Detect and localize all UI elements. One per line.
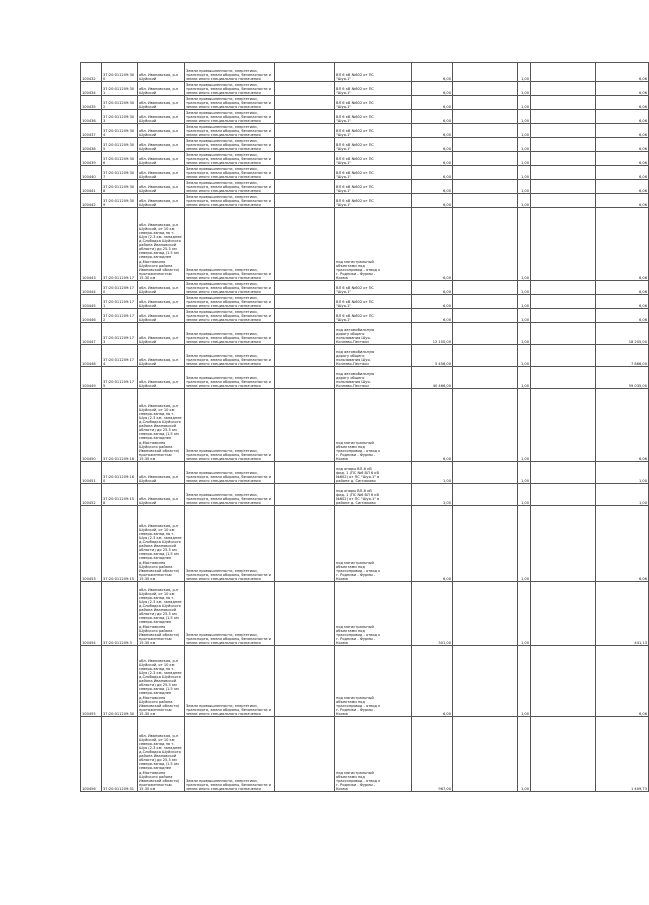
sum-cell: 6,06 xyxy=(596,152,649,166)
cadastral-number-cell: 37:20:011209:174 xyxy=(102,345,138,367)
rate-cell: 1,00 xyxy=(518,309,531,323)
empty-cell xyxy=(531,180,596,194)
permitted-use-cell: ВЛ 6 кВ №602 от ПС "Шуя-1" xyxy=(335,82,412,96)
empty-cell xyxy=(453,194,518,208)
sum-cell: 6,06 xyxy=(596,110,649,124)
land-category-cell: Земли промышленности, энергетики, транспорта, земли обороны, безопасности и земли иного специального назначения xyxy=(185,180,275,194)
record-id-cell: 100435 xyxy=(81,96,102,110)
empty-cell xyxy=(531,323,596,345)
empty-cell xyxy=(531,484,596,506)
table-row xyxy=(81,180,649,194)
sum-cell: 6,06 xyxy=(596,82,649,96)
record-id-cell: 100442 xyxy=(81,194,102,208)
land-category-cell: Земли промышленности, энергетики, транспорта, земли обороны, безопасности и земли иного специального назначения xyxy=(185,367,275,389)
land-category-cell: Земли промышленности, энергетики, транспорта, земли обороны, безопасности и земли иного специального назначения xyxy=(185,295,275,309)
permitted-use-cell: ВЛ 6 кВ №602 от ПС "Шуя-1" xyxy=(335,295,412,309)
land-category-cell: Земли промышленности, энергетики, транспорта, земли обороны, безопасности и земли иного специального назначения xyxy=(185,96,275,110)
empty-cell xyxy=(531,717,596,792)
empty-cell xyxy=(275,309,335,323)
record-id-cell: 100446 xyxy=(81,309,102,323)
empty-cell xyxy=(531,345,596,367)
empty-cell xyxy=(275,462,335,484)
area-cell: 1,00 xyxy=(412,462,453,484)
table-row xyxy=(81,506,649,582)
sum-cell: 6,06 xyxy=(596,138,649,152)
empty-cell xyxy=(453,309,518,323)
address-cell: обл. Ивановская, р-н Шуйский xyxy=(138,166,185,180)
area-cell: 40 466,00 xyxy=(412,367,453,389)
empty-cell xyxy=(453,462,518,484)
record-id-cell: 100432 xyxy=(81,63,102,82)
record-id-cell: 100449 xyxy=(81,367,102,389)
area-cell: 6,00 xyxy=(412,96,453,110)
sum-cell: 6,06 xyxy=(596,309,649,323)
address-cell: обл. Ивановская, р-н Шуйский xyxy=(138,138,185,152)
empty-cell xyxy=(453,367,518,389)
empty-cell xyxy=(453,208,518,281)
sum-cell: 6,06 xyxy=(596,389,649,462)
record-id-cell: 100451 xyxy=(81,462,102,484)
land-category-cell: Земли промышленности, энергетики, транспорта, земли обороны, безопасности и земли иного специального назначения xyxy=(185,506,275,582)
permitted-use-cell: под магистральный объектами под трассопровод - отвод к г. Родники - Фурмы - Кохма xyxy=(335,208,412,281)
rate-cell: 1,00 xyxy=(518,646,531,717)
sum-cell: 6,06 xyxy=(596,63,649,82)
rate-cell: 1,00 xyxy=(518,367,531,389)
empty-cell xyxy=(453,582,518,646)
empty-cell xyxy=(531,138,596,152)
land-category-cell: Земли промышленности, энергетики, транспорта, земли обороны, безопасности и земли иного специального назначения xyxy=(185,110,275,124)
rate-cell: 1,00 xyxy=(518,281,531,295)
land-category-cell: Земли промышленности, энергетики, транспорта, земли обороны, безопасности и земли иного специального назначения xyxy=(185,166,275,180)
rate-cell: 1,00 xyxy=(518,582,531,646)
empty-cell xyxy=(275,506,335,582)
sum-cell: 1 409,73 xyxy=(596,717,649,792)
area-cell: 6,00 xyxy=(412,166,453,180)
sum-cell: 6,06 xyxy=(596,506,649,582)
table-row xyxy=(81,367,649,389)
record-id-cell: 100455 xyxy=(81,646,102,717)
land-category-cell: Земли промышленности, энергетики, транспорта, земли обороны, безопасности и земли иного специального назначения xyxy=(185,345,275,367)
table-row xyxy=(81,124,649,138)
area-cell: 6,00 xyxy=(412,208,453,281)
record-id-cell: 100453 xyxy=(81,506,102,582)
record-id-cell: 100445 xyxy=(81,295,102,309)
cadastral-number-cell: 37:20:011209:173 xyxy=(102,323,138,345)
address-cell: обл. Ивановская, р-н Шуйский xyxy=(138,323,185,345)
record-id-cell: 100450 xyxy=(81,389,102,462)
empty-cell xyxy=(275,63,335,82)
empty-cell xyxy=(275,717,335,792)
area-cell: 301,00 xyxy=(412,582,453,646)
land-category-cell: Земли промышленности, энергетики, транспорта, земли обороны, безопасности и земли иного специального назначения xyxy=(185,323,275,345)
area-cell: 12 150,00 xyxy=(412,323,453,345)
table-row xyxy=(81,194,649,208)
table-row xyxy=(81,208,649,281)
sum-cell: 1,00 xyxy=(596,462,649,484)
land-category-cell: Земли промышленности, энергетики, транспорта, земли обороны, безопасности и земли иного специального назначения xyxy=(185,484,275,506)
land-category-cell: Земли промышленности, энергетики, транспорта, земли обороны, безопасности и земли иного специального назначения xyxy=(185,152,275,166)
rate-cell: 1,00 xyxy=(518,717,531,792)
permitted-use-cell: под магистральный объектами под трассопровод - отвод к г. Родники - Фурмы - Кохма xyxy=(335,717,412,792)
area-cell: 6,00 xyxy=(412,180,453,194)
rate-cell: 1,00 xyxy=(518,345,531,367)
land-category-cell: Земли промышленности, энергетики, транспорта, земли обороны, безопасности и земли иного специального назначения xyxy=(185,63,275,82)
address-cell: обл. Ивановская, р-н Шуйский xyxy=(138,110,185,124)
cadastral-number-cell: 37:20:011209:15 xyxy=(102,506,138,582)
address-cell: обл. Ивановская, р-н Шуйский, от 10 км северо-запад на т. Шуя (2.3 км. западнее д.Слободка Шуйского района Ивановской области) до 25.3 км северо-запад (1.5 км северо-западнее д.Мостовкино Шуйского района Ивановской области) протяженностью 15.30 км xyxy=(138,646,185,717)
empty-cell xyxy=(275,646,335,717)
empty-cell xyxy=(531,152,596,166)
permitted-use-cell: ВЛ 6 кВ №602 от ПС "Шуя-1" xyxy=(335,124,412,138)
empty-cell xyxy=(453,646,518,717)
empty-cell xyxy=(275,110,335,124)
cadastral-number-cell: 37:20:011209:160 xyxy=(102,462,138,484)
permitted-use-cell: под автомобильную дорогу общего пользования Шуя- Кочнево-Пестяки xyxy=(335,345,412,367)
table-row xyxy=(81,484,649,506)
permitted-use-cell: ВЛ 6 кВ №602 от ПС "Шуя-1" xyxy=(335,110,412,124)
land-category-cell: Земли промышленности, энергетики, транспорта, земли обороны, безопасности и земли иного специального назначения xyxy=(185,194,275,208)
address-cell: обл. Ивановская, р-н Шуйский xyxy=(138,309,185,323)
empty-cell xyxy=(453,166,518,180)
cadastral-number-cell: 37:20:011209:31 xyxy=(102,717,138,792)
table-row xyxy=(81,166,649,180)
permitted-use-cell: под магистральный объектами под трассопровод - отвод к г. Родники - Фурмы - Кохма xyxy=(335,389,412,462)
address-cell: обл. Ивановская, р-н Шуйский xyxy=(138,462,185,484)
land-category-cell: Земли промышленности, энергетики, транспорта, земли обороны, безопасности и земли иного специального назначения xyxy=(185,309,275,323)
permitted-use-cell: ВЛ 6 кВ №602 от ПС "Шуя-1" xyxy=(335,152,412,166)
table-row xyxy=(81,582,649,646)
empty-cell xyxy=(453,152,518,166)
permitted-use-cell: ВЛ 6 кВ №602 от ПС "Шуя-1" xyxy=(335,96,412,110)
area-cell: 6,00 xyxy=(412,110,453,124)
area-cell: 967,00 xyxy=(412,717,453,792)
empty-cell xyxy=(453,63,518,82)
record-id-cell: 100439 xyxy=(81,152,102,166)
table-row xyxy=(81,82,649,96)
empty-cell xyxy=(453,295,518,309)
address-cell: обл. Ивановская, р-н Шуйский xyxy=(138,82,185,96)
sum-cell: 6,06 xyxy=(596,96,649,110)
empty-cell xyxy=(531,389,596,462)
empty-cell xyxy=(531,124,596,138)
empty-cell xyxy=(531,166,596,180)
address-cell: обл. Ивановская, р-н Шуйский xyxy=(138,281,185,295)
cadastral-number-cell: 37:20:011209:170 xyxy=(102,281,138,295)
record-id-cell: 100444 xyxy=(81,281,102,295)
rate-cell: 1,00 xyxy=(518,194,531,208)
land-category-cell: Земли промышленности, энергетики, транспорта, земли обороны, безопасности и земли иного специального назначения xyxy=(185,281,275,295)
area-cell: 6,00 xyxy=(412,124,453,138)
address-cell: обл. Ивановская, р-н Шуйский, от 10 км северо-запад на т. Шуя (2.3 км. западнее д.Слободка Шуйского района Ивановской области) до 25.3 км северо-запад (1.5 км северо-западнее д.Мостовкино Шуйского района Ивановской области) протяженностью 15.30 км xyxy=(138,717,185,792)
sum-cell: 6,06 xyxy=(596,646,649,717)
permitted-use-cell: ВЛ 6 кВ №602 от ПС "Шуя-1" xyxy=(335,281,412,295)
address-cell: обл. Ивановская, р-н Шуйский xyxy=(138,152,185,166)
empty-cell xyxy=(531,367,596,389)
permitted-use-cell: ВЛ 6 кВ №602 от ПС "Шуя-1" xyxy=(335,309,412,323)
permitted-use-cell: ВЛ 6 кВ №602 от ПС "Шуя-1" xyxy=(335,166,412,180)
empty-cell xyxy=(531,281,596,295)
empty-cell xyxy=(275,194,335,208)
empty-cell xyxy=(453,345,518,367)
record-id-cell: 100456 xyxy=(81,717,102,792)
sum-cell: 6,06 xyxy=(596,180,649,194)
permitted-use-cell: ВЛ 6 кВ №602 от ПС "Шуя-1" xyxy=(335,194,412,208)
area-cell: 6,00 xyxy=(412,194,453,208)
permitted-use-cell: ВЛ 6 кВ №602 от ПС "Шуя-1" xyxy=(335,63,412,82)
cadastral-number-cell: 37:20:011209:158 xyxy=(102,484,138,506)
empty-cell xyxy=(453,323,518,345)
rate-cell: 1,00 xyxy=(518,462,531,484)
sum-cell: 59 035,00 xyxy=(596,367,649,389)
land-category-cell: Земли промышленности, энергетики, транспорта, земли обороны, безопасности и земли иного специального назначения xyxy=(185,646,275,717)
address-cell: обл. Ивановская, р-н Шуйский xyxy=(138,124,185,138)
empty-cell xyxy=(275,124,335,138)
table-row xyxy=(81,309,649,323)
cadastral-number-cell: 37:20:011209:16 xyxy=(102,389,138,462)
empty-cell xyxy=(275,484,335,506)
cadastral-number-cell: 37:20:011209:303 xyxy=(102,110,138,124)
rate-cell: 1,00 xyxy=(518,110,531,124)
empty-cell xyxy=(275,345,335,367)
area-cell: 6,00 xyxy=(412,309,453,323)
rate-cell: 1,00 xyxy=(518,124,531,138)
rate-cell: 1,00 xyxy=(518,506,531,582)
table-row xyxy=(81,295,649,309)
empty-cell xyxy=(275,96,335,110)
empty-cell xyxy=(275,152,335,166)
address-cell: обл. Ивановская, р-н Шуйский xyxy=(138,484,185,506)
land-category-cell: Земли промышленности, энергетики, транспорта, земли обороны, безопасности и земли иного специального назначения xyxy=(185,138,275,152)
table-row xyxy=(81,152,649,166)
cadastral-number-cell: 37:20:011209:172 xyxy=(102,309,138,323)
empty-cell xyxy=(453,96,518,110)
empty-cell xyxy=(531,309,596,323)
empty-cell xyxy=(531,208,596,281)
area-cell: 6,00 xyxy=(412,138,453,152)
rate-cell: 1,00 xyxy=(518,208,531,281)
rate-cell: 1,00 xyxy=(518,152,531,166)
sum-cell: 6,06 xyxy=(596,194,649,208)
cadastral-number-cell: 37:20:011209:171 xyxy=(102,295,138,309)
rate-cell: 1,00 xyxy=(518,82,531,96)
address-cell: обл. Ивановская, р-н Шуйский, от 10 км северо-запад на т. Шуя (2.3 км. западнее д.Слободка Шуйского района Ивановской области) до 25.3 км северо-запад (1.5 км северо-западнее д.Мостовкино Шуйского района Ивановской области) протяженностью 15.30 км xyxy=(138,389,185,462)
empty-cell xyxy=(275,82,335,96)
empty-cell xyxy=(453,82,518,96)
cadastral-number-cell: 37:20:011209:30 xyxy=(102,646,138,717)
land-category-cell: Земли промышленности, энергетики, транспорта, земли обороны, безопасности и земли иного специального назначения xyxy=(185,717,275,792)
rate-cell: 1,00 xyxy=(518,63,531,82)
table-row xyxy=(81,96,649,110)
empty-cell xyxy=(531,506,596,582)
rate-cell: 1,00 xyxy=(518,138,531,152)
address-cell: обл. Ивановская, р-н Шуйский xyxy=(138,367,185,389)
empty-cell xyxy=(275,281,335,295)
empty-cell xyxy=(531,63,596,82)
address-cell: обл. Ивановская, р-н Шуйский xyxy=(138,345,185,367)
area-cell: 6,00 xyxy=(412,295,453,309)
empty-cell xyxy=(453,281,518,295)
empty-cell xyxy=(275,180,335,194)
permitted-use-cell: под магистральный объектами под трассопровод - отвод к г. Родники - Фурмы - Кохма xyxy=(335,646,412,717)
address-cell: обл. Ивановская, р-н Шуйский, от 10 км северо-запад на т. Шуя (2.3 км. западнее д.Слободка Шуйского района Ивановской области) до 25.3 км северо-запад (1.5 км северо-западнее д.Мостовкино Шуйского района Ивановской области) протяженностью 15.30 км xyxy=(138,582,185,646)
record-id-cell: 100443 xyxy=(81,208,102,281)
land-category-cell: Земли промышленности, энергетики, транспорта, земли обороны, безопасности и земли иного специального назначения xyxy=(185,124,275,138)
empty-cell xyxy=(531,194,596,208)
record-id-cell: 100440 xyxy=(81,166,102,180)
permitted-use-cell: ВЛ 6 кВ №602 от ПС "Шуя-1" xyxy=(335,180,412,194)
rate-cell: 1,00 xyxy=(518,323,531,345)
record-id-cell: 100436 xyxy=(81,110,102,124)
empty-cell xyxy=(453,484,518,506)
rate-cell: 1,00 xyxy=(518,484,531,506)
cadastral-number-cell: 37:20:011209:308 xyxy=(102,180,138,194)
table-row xyxy=(81,345,649,367)
empty-cell xyxy=(453,506,518,582)
land-category-cell: Земли промышленности, энергетики, транспорта, земли обороны, безопасности и земли иного специального назначения xyxy=(185,389,275,462)
cadastral-number-cell: 37:20:011209:175 xyxy=(102,367,138,389)
table-row xyxy=(81,462,649,484)
empty-cell xyxy=(453,124,518,138)
area-cell: 6,00 xyxy=(412,63,453,82)
record-id-cell: 100441 xyxy=(81,180,102,194)
empty-cell xyxy=(275,166,335,180)
empty-cell xyxy=(453,180,518,194)
empty-cell xyxy=(531,82,596,96)
rate-cell: 1,00 xyxy=(518,96,531,110)
land-category-cell: Земли промышленности, энергетики, транспорта, земли обороны, безопасности и земли иного специального назначения xyxy=(185,208,275,281)
address-cell: обл. Ивановская, р-н Шуйский xyxy=(138,180,185,194)
sum-cell: 6,06 xyxy=(596,295,649,309)
permitted-use-cell: под магистральный объектами под трассопровод - отвод к г. Родники - Фурмы - Кохма xyxy=(335,582,412,646)
rate-cell: 1,00 xyxy=(518,180,531,194)
record-id-cell: 100434 xyxy=(81,82,102,96)
rate-cell: 1,00 xyxy=(518,166,531,180)
address-cell: обл. Ивановская, р-н Шуйский, от 10 км северо-запад на т. Шуя (2.3 км. западнее д.Слободка Шуйского района Ивановской области) до 25.3 км северо-запад (1.5 км северо-западнее д.Мостовкино Шуйского района Ивановской области) протяженностью 15.30 км xyxy=(138,208,185,281)
land-category-cell: Земли промышленности, энергетики, транспорта, земли обороны, безопасности и земли иного специального назначения xyxy=(185,462,275,484)
address-cell: обл. Ивановская, р-н Шуйский xyxy=(138,96,185,110)
sum-cell: 6,06 xyxy=(596,281,649,295)
sum-cell: 7 866,00 xyxy=(596,345,649,367)
permitted-use-cell: ВЛ 6 кВ №602 от ПС "Шуя-1" xyxy=(335,138,412,152)
empty-cell xyxy=(275,389,335,462)
sum-cell: 441,13 xyxy=(596,582,649,646)
record-id-cell: 100447 xyxy=(81,323,102,345)
table-row xyxy=(81,138,649,152)
cadastral-number-cell: 37:20:011209:304 xyxy=(102,124,138,138)
empty-cell xyxy=(275,208,335,281)
empty-cell xyxy=(453,717,518,792)
rate-cell: 1,00 xyxy=(518,389,531,462)
area-cell: 6,00 xyxy=(412,152,453,166)
table-row xyxy=(81,110,649,124)
table-row xyxy=(81,323,649,345)
sum-cell: 6,06 xyxy=(596,124,649,138)
area-cell: 1,00 xyxy=(412,484,453,506)
empty-cell xyxy=(531,646,596,717)
cadastral-number-cell: 37:20:011209:3 xyxy=(102,582,138,646)
land-plots-table xyxy=(80,62,649,792)
sum-cell: 1,00 xyxy=(596,484,649,506)
table-row xyxy=(81,63,649,82)
cadastral-number-cell: 37:20:011209:309 xyxy=(102,194,138,208)
address-cell: обл. Ивановская, р-н Шуйский xyxy=(138,194,185,208)
table-body xyxy=(81,63,649,792)
table-row xyxy=(81,717,649,792)
empty-cell xyxy=(453,389,518,462)
cadastral-number-cell: 37:20:011209:17 xyxy=(102,208,138,281)
cadastral-number-cell: 37:20:011209:307 xyxy=(102,166,138,180)
permitted-use-cell: под магистральный объектами под трассопровод - отвод к г. Родники - Фурмы - Кохма xyxy=(335,506,412,582)
sum-cell: 18 205,00 xyxy=(596,323,649,345)
land-category-cell: Земли промышленности, энергетики, транспорта, земли обороны, безопасности и земли иного специального назначения xyxy=(185,582,275,646)
table-row xyxy=(81,281,649,295)
empty-cell xyxy=(531,582,596,646)
empty-cell xyxy=(531,295,596,309)
sum-cell: 6,06 xyxy=(596,166,649,180)
sum-cell: 6,06 xyxy=(596,208,649,281)
permitted-use-cell: под автомобильную дорогу общего пользования Шуя- Кочнево-Пестяки xyxy=(335,367,412,389)
area-cell: 6,00 xyxy=(412,506,453,582)
cadastral-number-cell: 37:20:011209:302 xyxy=(102,96,138,110)
record-id-cell: 100452 xyxy=(81,484,102,506)
cadastral-number-cell: 37:20:011209:301 xyxy=(102,82,138,96)
cadastral-number-cell: 37:20:011209:300 xyxy=(102,63,138,82)
empty-cell xyxy=(275,138,335,152)
permitted-use-cell: под опоры ВЛ-6 кВ фид. 1 (ПС №6 ВЛ 6 кВ №602) от ПС "Шуя-1" в районе д. Синчаково xyxy=(335,484,412,506)
permitted-use-cell: под опоры ВЛ-6 кВ фид. 1 (ПС №6 ВЛ 6 кВ №602) от ПС "Шуя-1" в районе д. Синчаково xyxy=(335,462,412,484)
table-row xyxy=(81,389,649,462)
permitted-use-cell: под автомобильную дорогу общего пользования Шуя- Кочнево-Пестяки xyxy=(335,323,412,345)
empty-cell xyxy=(531,110,596,124)
empty-cell xyxy=(453,138,518,152)
area-cell: 6,00 xyxy=(412,389,453,462)
area-cell: 6,00 xyxy=(412,281,453,295)
cadastral-number-cell: 37:20:011209:305 xyxy=(102,138,138,152)
area-cell: 5 456,00 xyxy=(412,345,453,367)
empty-cell xyxy=(275,323,335,345)
record-id-cell: 100454 xyxy=(81,582,102,646)
address-cell: обл. Ивановская, р-н Шуйский, от 10 км северо-запад на т. Шуя (2.3 км. западнее д.Слободка Шуйского района Ивановской области) до 25.3 км северо-запад (1.5 км северо-западнее д.Мостовкино Шуйского района Ивановской области) протяженностью 15.30 км xyxy=(138,506,185,582)
address-cell: обл. Ивановская, р-н Шуйский xyxy=(138,63,185,82)
rate-cell: 1,00 xyxy=(518,295,531,309)
address-cell: обл. Ивановская, р-н Шуйский xyxy=(138,295,185,309)
record-id-cell: 100437 xyxy=(81,124,102,138)
cadastral-number-cell: 37:20:011209:306 xyxy=(102,152,138,166)
record-id-cell: 100438 xyxy=(81,138,102,152)
empty-cell xyxy=(453,110,518,124)
table-row xyxy=(81,646,649,717)
empty-cell xyxy=(275,295,335,309)
empty-cell xyxy=(275,582,335,646)
record-id-cell: 100448 xyxy=(81,345,102,367)
land-category-cell: Земли промышленности, энергетики, транспорта, земли обороны, безопасности и земли иного специального назначения xyxy=(185,82,275,96)
empty-cell xyxy=(531,462,596,484)
area-cell: 6,00 xyxy=(412,646,453,717)
empty-cell xyxy=(275,367,335,389)
area-cell: 6,00 xyxy=(412,82,453,96)
empty-cell xyxy=(531,96,596,110)
